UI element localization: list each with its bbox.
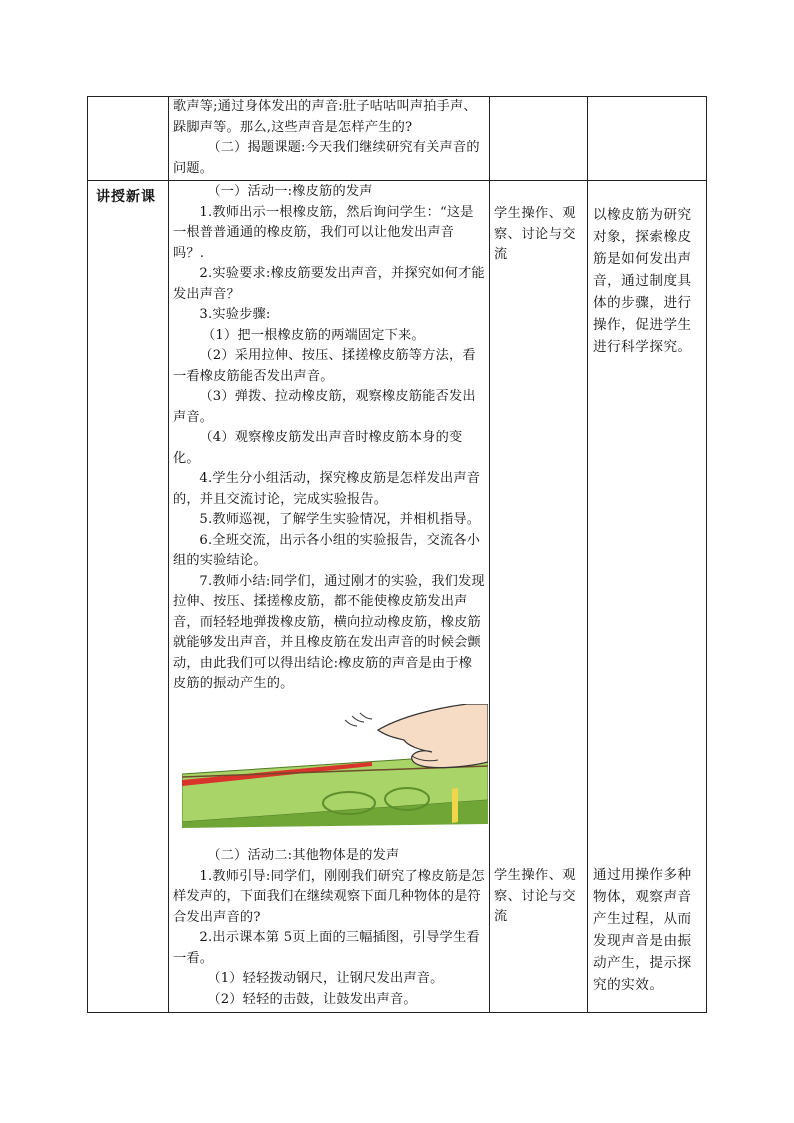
paragraph: 1.教师出示一根橡皮筋，然后询问学生：“这是一根普普通通的橡皮筋，我们可以让他发出声音吗？. <box>173 204 474 261</box>
table-border-left <box>87 96 88 1013</box>
paragraph: 6.全班交流，出示各小组的实验报告，交流各小组的实验结论。 <box>173 532 481 568</box>
lesson-table <box>87 96 707 1013</box>
paragraph: （2）采用拉伸、按压、揉搓橡皮筋等方法，看一看橡皮筋能否发出声音。 <box>173 348 476 384</box>
paragraph: （1）轻轻拨动钢尺，让钢尺发出声音。 <box>207 971 444 986</box>
column-divider-1 <box>168 96 169 1013</box>
paragraph: （二）揭题课题:今天我们继续研究有关声音的问题。 <box>173 140 480 176</box>
column-divider-2 <box>489 96 490 1013</box>
paragraph: 歌声等;通过身体发出的声音:肚子咕咕叫声拍手声、跺脚声等。那么,这些声音是怎样产生的? <box>173 99 477 135</box>
design-intent-2: 通过用操作多种物体，观察声音产生过程，从而发现声音是由振动产生，提示探究的实效。 <box>593 867 692 993</box>
row-divider <box>87 180 707 181</box>
rubber-band-illustration <box>182 704 488 828</box>
paragraph: 2.实验要求:橡皮筋要发出声音，并探究如何才能发出声音？ <box>173 266 485 302</box>
paragraph: （4）观察橡皮筋发出声音时橡皮筋本身的变化。 <box>173 430 463 466</box>
paragraph: 7.教师小结:同学们，通过刚才的实验，我们发现拉伸、按压、揉搓橡皮筋，都不能使橡皮筋发出声音，而轻轻地弹拨橡皮筋，横向拉动橡皮筋，橡皮筋就能够发出声音，并且橡皮筋在发出声音的时候会颤动，由此我们可以得出结论:橡皮筋的声音是由于橡皮筋的振动产生的。 <box>173 573 485 691</box>
table-border-right <box>706 96 707 1013</box>
yellow-stripe <box>452 788 458 823</box>
hand-icon <box>378 704 488 768</box>
student-activity-1: 学生操作、观察、讨论与交流 <box>494 206 577 262</box>
activity2-heading: （二）活动二:其他物体是的发声 <box>207 848 400 863</box>
rubber-band-on-box-image <box>182 704 488 828</box>
row1-content <box>173 97 485 179</box>
paragraph: 3.实验步骤: <box>199 307 271 322</box>
activity2-content <box>173 846 485 1010</box>
activity1-heading: （一）活动一:橡皮筋的发声 <box>207 184 373 199</box>
paragraph: （1）把一根橡皮筋的两端固定下来。 <box>202 327 425 343</box>
student-activity-2: 学生操作、观察、讨论与交流 <box>494 868 577 924</box>
design-intent-1: 以橡皮筋为研究对象，探索橡皮筋是如何发出声音，通过制度具体的步骤，进行操作，促进学生进行科学探究。 <box>593 207 692 355</box>
row-label-teaching: 讲授新课 <box>96 189 156 205</box>
paragraph: 5.教师巡视，了解学生实验情况，并相机指导。 <box>199 512 481 527</box>
paragraph: （2）轻轻的击鼓，让鼓发出声音。 <box>207 991 417 1007</box>
activity1-content <box>173 182 485 695</box>
motion-lines <box>345 713 372 726</box>
paragraph: 2.出示课本第 5页上面的三幅插图，引导学生看一看。 <box>173 930 480 966</box>
paragraph: 4.学生分小组活动，探究橡皮筋是怎样发出声音的，并且交流讨论，完成实验报告。 <box>173 471 481 507</box>
column-divider-3 <box>587 96 588 1013</box>
paragraph: （3）弹拨、拉动橡皮筋，观察橡皮筋能否发出声音。 <box>173 389 476 425</box>
paragraph: 1.教师引导:同学们，刚刚我们研究了橡皮筋是怎样发声的，下面我们在继续观察下面几种物体的是符合发出声音的? <box>173 868 485 925</box>
table-border-bottom <box>87 1012 707 1013</box>
